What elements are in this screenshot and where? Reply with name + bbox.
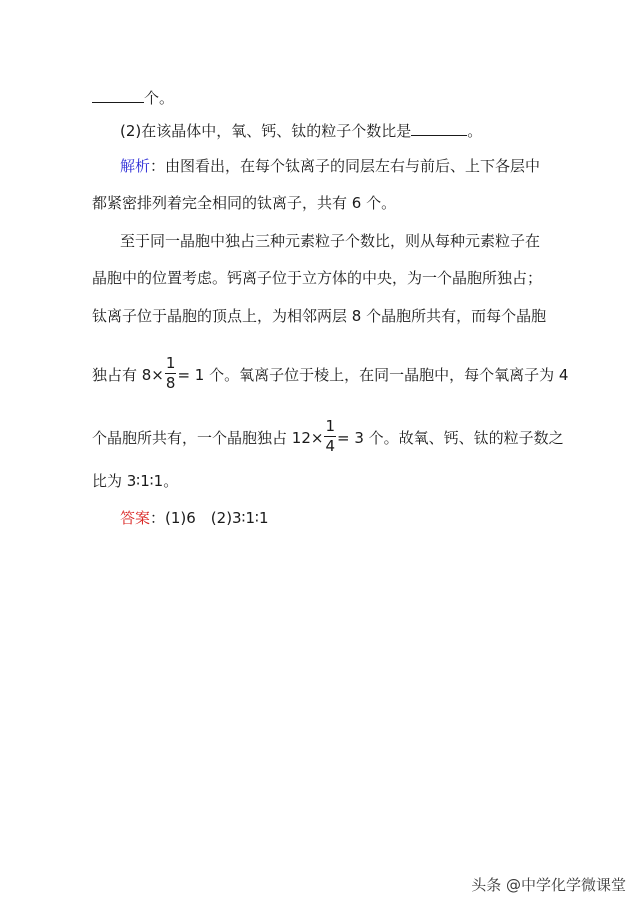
analysis-line-7: 个晶胞所共有，一个晶胞独占 12× $\frac{1}{4}$ = 3 个。故氧、钙、钛的粒子数之 <box>92 417 564 455</box>
analysis-label: 解析 <box>120 157 151 175</box>
analysis-line-3: 至于同一晶胞中独占三种元素粒子个数比，则从每种元素粒子在 <box>120 232 541 250</box>
analysis-line-2: 都紧密排列着完全相同的钛离子，共有 6 个。 <box>92 194 397 212</box>
watermark: 头条 @中学化学微课堂 <box>471 876 626 894</box>
answer-line-1: 个。 <box>92 86 174 106</box>
answer-summary: 答案：(1)6 (2)3∶1∶1 <box>120 509 269 527</box>
analysis-line-1: 解析：由图看出，在每个钛离子的同层左右与前后、上下各层中 <box>120 157 541 175</box>
answer-label: 答案 <box>120 509 151 527</box>
fraction-one-quarter: $\frac{1}{4}$ <box>325 417 335 455</box>
fraction-one-eighth: $\frac{1}{8}$ <box>165 354 176 392</box>
analysis-line-5: 钛离子位于晶胞的顶点上，为相邻两层 8 个晶胞所共有，而每个晶胞 <box>92 307 547 325</box>
analysis-line-4: 晶胞中的位置考虑。钙离子位于立方体的中央，为一个晶胞所独占； <box>92 269 543 287</box>
analysis-line-8: 比为 3∶1∶1。 <box>92 472 179 490</box>
answer-blank-1 <box>92 86 144 103</box>
analysis-line-6: 独占有 8× $\frac{1}{8}$ = 1 个。氧离子位于棱上，在同一晶胞中，每个氧离子为 4 <box>92 354 569 392</box>
question-2: (2)在该晶体中，氧、钙、钛的粒子个数比是 。 <box>120 119 482 139</box>
answer-blank-2 <box>411 119 467 136</box>
